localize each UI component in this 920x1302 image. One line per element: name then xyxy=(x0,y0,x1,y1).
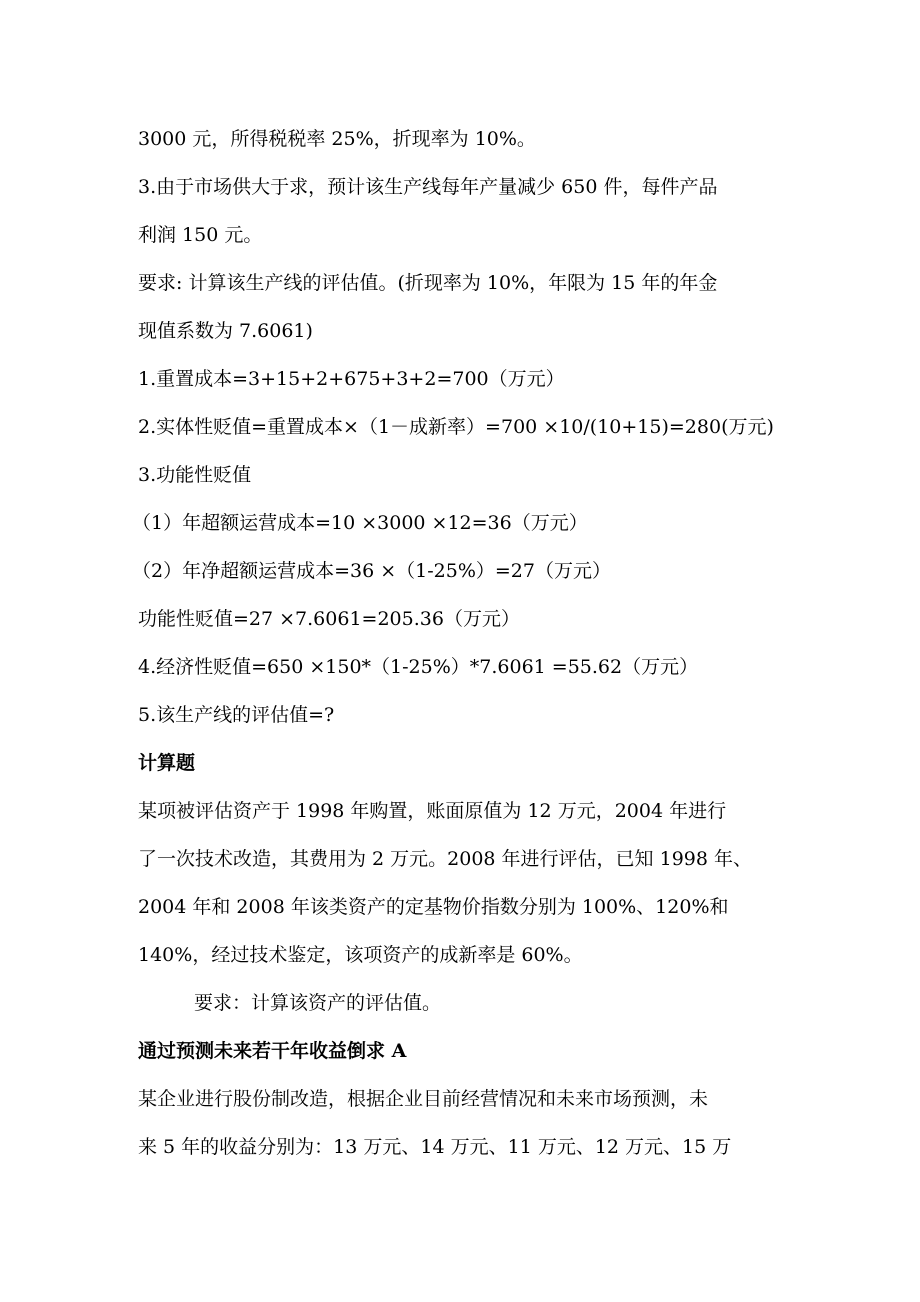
text-line-22: 来 5 年的收益分别为：13 万元、14 万元、11 万元、12 万元、15 万 xyxy=(138,1136,732,1158)
text-line-7: 2.实体性贬值=重置成本×（1－成新率）=700 ×10/(10+15)=280(万元) xyxy=(138,416,774,438)
section-heading-forecast: 通过预测未来若干年收益倒求 A xyxy=(138,1040,407,1062)
text-line-3: 利润 150 元。 xyxy=(138,224,263,246)
text-line-16: 了一次技术改造，其费用为 2 万元。2008 年进行评估，已知 1998 年、 xyxy=(138,848,752,870)
text-line-8: 3.功能性贬值 xyxy=(138,464,252,486)
text-line-21: 某企业进行股份制改造，根据企业目前经营情况和未来市场预测，未 xyxy=(138,1088,709,1110)
text-line-5: 现值系数为 7.6061) xyxy=(138,320,313,342)
text-line-9: （1）年超额运营成本=10 ×3000 ×12=36（万元） xyxy=(132,512,588,534)
text-line-15: 某项被评估资产于 1998 年购置，账面原值为 12 万元，2004 年进行 xyxy=(138,800,727,822)
text-line-2: 3.由于市场供大于求，预计该生产线每年产量减少 650 件，每件产品 xyxy=(138,176,718,198)
text-line-11: 功能性贬值=27 ×7.6061=205.36（万元） xyxy=(138,608,520,630)
text-line-18: 140%，经过技术鉴定，该项资产的成新率是 60%。 xyxy=(138,944,583,966)
text-line-19: 要求：计算该资产的评估值。 xyxy=(194,992,442,1014)
text-line-4: 要求: 计算该生产线的评估值。(折现率为 10%，年限为 15 年的年金 xyxy=(138,272,718,294)
text-line-17: 2004 年和 2008 年该类资产的定基物价指数分别为 100%、120%和 xyxy=(138,896,729,918)
text-line-1: 3000 元，所得税税率 25%，折现率为 10%。 xyxy=(138,128,536,150)
text-line-10: （2）年净超额运营成本=36 ×（1-25%）=27（万元） xyxy=(132,560,611,582)
text-line-12: 4.经济性贬值=650 ×150*（1-25%）*7.6061 =55.62（万元） xyxy=(138,656,699,678)
text-line-6: 1.重置成本=3+15+2+675+3+2=700（万元） xyxy=(138,368,565,390)
text-line-13: 5.该生产线的评估值=? xyxy=(138,704,335,726)
section-heading-calculation: 计算题 xyxy=(138,752,196,774)
